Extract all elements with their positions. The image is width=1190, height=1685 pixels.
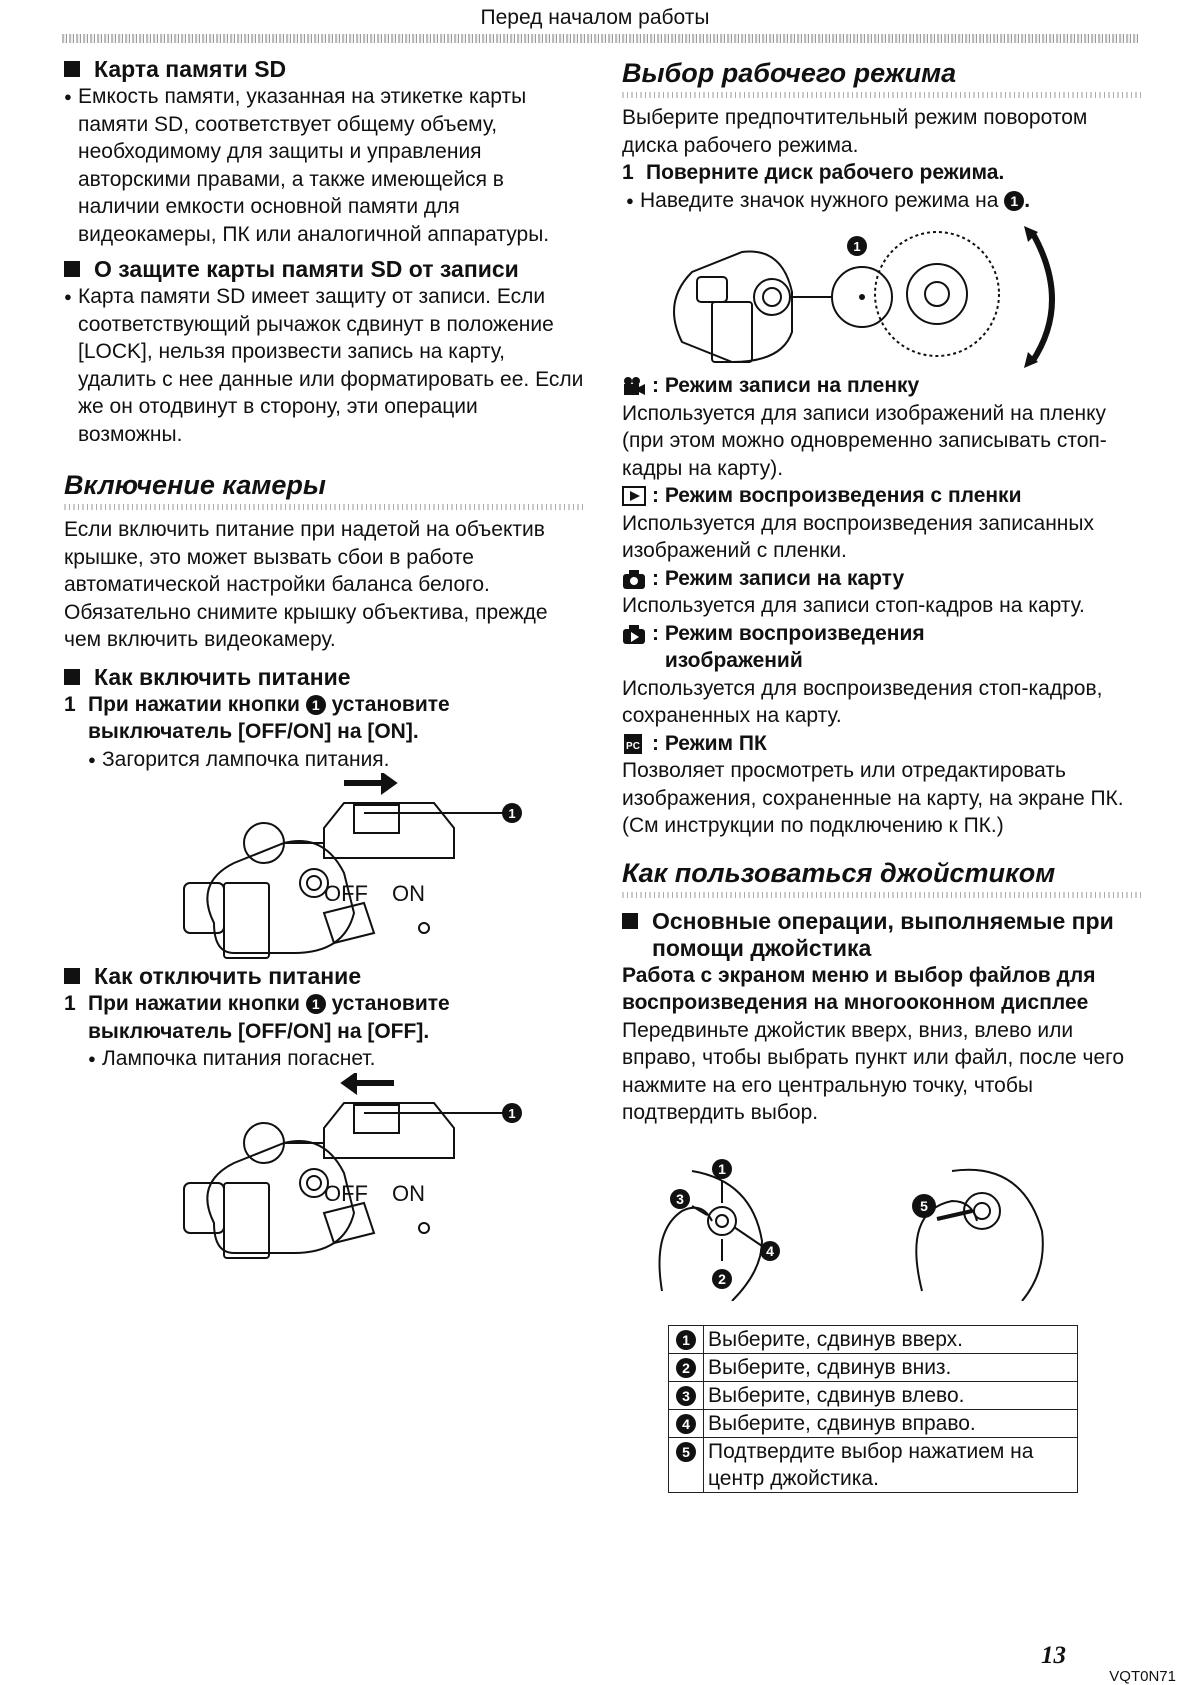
marker-1-icon: 1 xyxy=(1004,191,1024,211)
power-on-note: ● Загорится лампочка питания. xyxy=(88,746,584,774)
table-row: 5 Подтвердите выбор нажатием на центр джойстика. xyxy=(669,1437,1078,1492)
mode-pc-note: (См инструкции по подключению к ПК.) xyxy=(622,814,1004,837)
svg-text:5: 5 xyxy=(920,1197,928,1214)
table-row: 3 Выберите, сдвинув влево. xyxy=(669,1381,1078,1409)
svg-text:ON: ON xyxy=(392,1180,425,1206)
protect-text: ● Карта памяти SD имеет защиту от записи. Если соответствующий рычажок сдвинут в положение [LOCK], нельзя произвести запись на карту, удалить с нее данные или форматировать ее. Если же он отодвинут в сторону, эти операции возможны. xyxy=(64,283,584,448)
mode-card-record-label: : Режим записи на карту xyxy=(622,565,1142,593)
power-off-illustration xyxy=(64,1073,584,1263)
right-column xyxy=(622,56,1142,1493)
page-header: Перед началом работы xyxy=(480,6,710,29)
mode-card-record-desc: Используется для записи стоп-кадров на карту. xyxy=(622,594,1085,617)
sd-heading: Карта памяти SD xyxy=(64,56,584,83)
sd-text: ● Емкость памяти, указанная на этикетке карты памяти SD, соответствует общему объему, необходимому для защиты и управления авторскими правами, а также имеющейся в наличии емкости основной памяти для видеокамеры, ПК или аналогичной аппаратуры. xyxy=(64,83,584,248)
svg-text:1: 1 xyxy=(508,806,516,821)
table-row: 2 Выберите, сдвинув вниз. xyxy=(669,1353,1078,1381)
protect-heading: О защите карты памяти SD от записи xyxy=(64,256,584,283)
svg-text:OFF: OFF xyxy=(324,881,368,906)
joystick-subheading: Работа с экраном меню и выбор файлов для воспроизведения на многооконном дисплее xyxy=(622,963,1096,1014)
marker-1-icon: 1 xyxy=(306,994,326,1014)
svg-text:2: 2 xyxy=(718,1270,726,1287)
svg-text:1: 1 xyxy=(718,1160,726,1177)
svg-text:ON: ON xyxy=(392,881,425,906)
joystick-heading: Основные операции, выполняемые при помощи джойстика xyxy=(622,908,1142,962)
document-code: VQT0N71 xyxy=(1109,1668,1176,1685)
marker-1-icon: 1 xyxy=(306,695,326,715)
power-off-note: ● Лампочка питания погаснет. xyxy=(88,1045,584,1073)
mode-dial-illustration xyxy=(622,222,1142,372)
page-number: 13 xyxy=(1041,1642,1066,1669)
left-column xyxy=(64,56,584,1263)
mode-dial-icon xyxy=(622,222,1142,372)
power-on-illustration xyxy=(64,773,584,963)
mode-tape-play-label: : Режим воспроизведения с пленки xyxy=(622,482,1142,510)
header-divider xyxy=(62,34,1140,43)
mode-pc-label: PC : Режим ПК xyxy=(622,730,1142,758)
svg-text:PC: PC xyxy=(626,740,640,752)
power-off-step: 1 При нажатии кнопки 1 установите выключатель [OFF/ON] на [OFF]. xyxy=(64,992,450,1043)
joystick-icon xyxy=(622,1151,1142,1301)
svg-text:OFF: OFF xyxy=(324,1180,368,1206)
mode-pc-desc: Позволяет просмотреть или отредактировать изображения, сохраненные на карту, на экране ПК. xyxy=(622,759,1124,810)
power-text: Если включить питание при надетой на объектив крышке, это может вызвать сбои в работе автоматической настройки баланса белого. Обязательно снимите крышку объектива, прежде чем включить видеокамеру. xyxy=(64,518,548,651)
joystick-text: Передвиньте джойстик вверх, вниз, влево или вправо, чтобы выбрать пункт или файл, после чего нажмите на его центральную точку, чтобы подтвердить выбор. xyxy=(622,1018,1125,1124)
camera-on-icon xyxy=(64,773,584,963)
mode-tape-record-desc: Используется для записи изображений на пленку (при этом можно одновременно записывать стоп-кадры на карту). xyxy=(622,401,1107,480)
camera-off-icon xyxy=(64,1073,584,1263)
table-row: 1 Выберите, сдвинув вверх. xyxy=(669,1325,1078,1353)
camera-icon xyxy=(622,569,646,589)
joystick-illustration xyxy=(622,1151,1142,1301)
mode-tape-record-label: : Режим записи на пленку xyxy=(622,372,1142,400)
mode-tape-play-desc: Используется для воспроизведения записанных изображений с пленки. xyxy=(622,511,1094,562)
power-on-heading: Как включить питание xyxy=(64,664,584,691)
play-icon xyxy=(622,486,646,506)
power-off-heading: Как отключить питание xyxy=(64,963,584,990)
mode-intro: Выберите предпочтительный режим поворотом диска рабочего режима. xyxy=(622,106,1088,157)
mode-note: ● Наведите значок нужного режима на 1 . xyxy=(626,187,1142,215)
svg-text:1: 1 xyxy=(853,239,861,254)
mode-picture-play-label: : Режим воспроизведения изображений xyxy=(622,620,1142,675)
operations-table xyxy=(668,1325,1078,1493)
svg-text:1: 1 xyxy=(508,1105,516,1121)
joystick-title: Как пользоваться джойстиком xyxy=(622,857,1056,888)
svg-text:3: 3 xyxy=(676,1190,684,1207)
power-title: Включение камеры xyxy=(64,470,326,500)
mode-title: Выбор рабочего режима xyxy=(622,58,957,88)
table-row: 4 Выберите, сдвинув вправо. xyxy=(669,1409,1078,1437)
pc-icon xyxy=(622,734,646,754)
picture-play-icon xyxy=(622,624,646,644)
mode-picture-play-desc: Используется для воспроизведения стоп-кадров, сохраненных на карту. xyxy=(622,676,1103,727)
video-camera-icon xyxy=(622,376,646,396)
svg-text:4: 4 xyxy=(766,1242,774,1259)
mode-step: 1 Поверните диск рабочего режима. xyxy=(622,161,1005,184)
power-on-step: 1 При нажатии кнопки 1 установите выключатель [OFF/ON] на [ON]. xyxy=(64,692,450,743)
